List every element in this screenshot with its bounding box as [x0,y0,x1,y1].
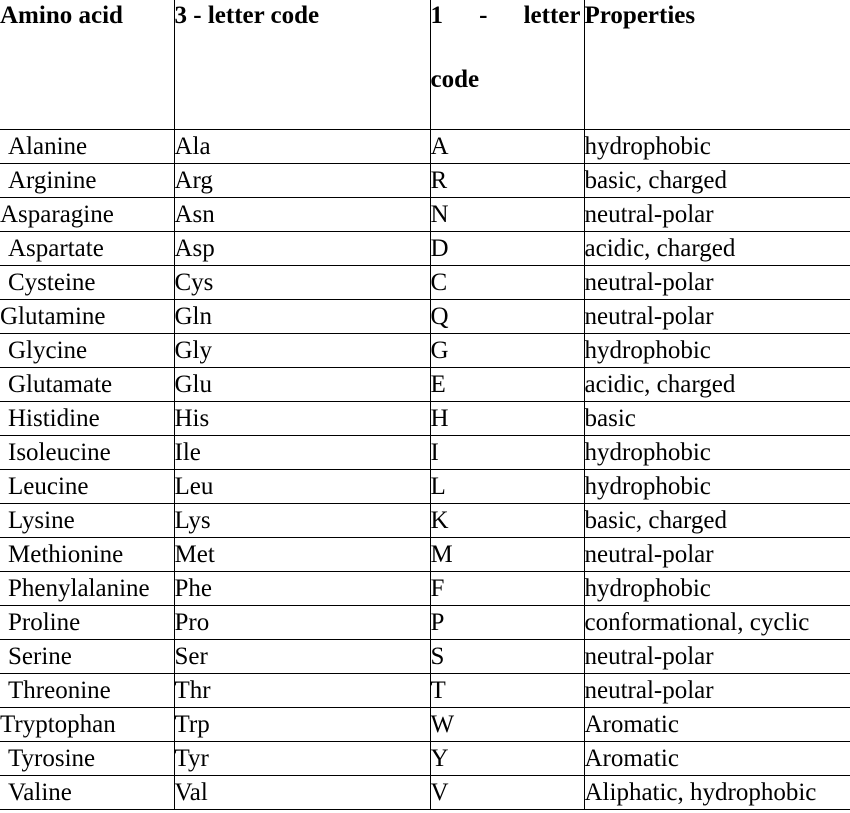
cell-amino-acid: Aspartate [0,232,174,266]
cell-properties: neutral-polar [584,266,850,300]
cell-amino-acid: Glycine [0,334,174,368]
table-body [0,130,850,810]
table-row [0,266,850,300]
table-row [0,402,850,436]
cell-properties: hydrophobic [584,334,850,368]
cell-three-letter-code: Cys [174,266,430,300]
cell-properties: neutral-polar [584,538,850,572]
cell-properties: acidic, charged [584,232,850,266]
cell-one-letter-code: R [430,164,584,198]
cell-three-letter-code: Met [174,538,430,572]
cell-amino-acid: Valine [0,776,174,810]
cell-properties: Aromatic [584,742,850,776]
cell-amino-acid: Phenylalanine [0,572,174,606]
table-row [0,436,850,470]
cell-amino-acid: Isoleucine [0,436,174,470]
cell-three-letter-code: Asp [174,232,430,266]
cell-amino-acid: Glutamate [0,368,174,402]
cell-three-letter-code: His [174,402,430,436]
cell-one-letter-code: Y [430,742,584,776]
cell-three-letter-code: Tyr [174,742,430,776]
cell-one-letter-code: G [430,334,584,368]
cell-properties: hydrophobic [584,436,850,470]
cell-amino-acid: Histidine [0,402,174,436]
table-row [0,232,850,266]
header-properties: Properties [584,0,850,130]
cell-one-letter-code: A [430,130,584,164]
cell-amino-acid: Asparagine [0,198,174,232]
cell-properties: neutral-polar [584,198,850,232]
cell-properties: conformational, cyclic [584,606,850,640]
table-row [0,504,850,538]
table-row [0,538,850,572]
table-row [0,572,850,606]
cell-amino-acid: Tyrosine [0,742,174,776]
cell-properties: hydrophobic [584,572,850,606]
cell-three-letter-code: Lys [174,504,430,538]
cell-three-letter-code: Phe [174,572,430,606]
cell-amino-acid: Serine [0,640,174,674]
cell-properties: basic, charged [584,504,850,538]
cell-amino-acid: Methionine [0,538,174,572]
table-row [0,470,850,504]
cell-amino-acid: Tryptophan [0,708,174,742]
cell-properties: neutral-polar [584,674,850,708]
cell-three-letter-code: Arg [174,164,430,198]
table-row [0,300,850,334]
cell-one-letter-code: T [430,674,584,708]
header-row [0,0,850,130]
cell-one-letter-code: K [430,504,584,538]
cell-properties: neutral-polar [584,300,850,334]
header-three-letter-code: 3 - letter code [174,0,430,130]
cell-one-letter-code: F [430,572,584,606]
cell-one-letter-code: V [430,776,584,810]
cell-properties: acidic, charged [584,368,850,402]
cell-one-letter-code: L [430,470,584,504]
cell-one-letter-code: N [430,198,584,232]
cell-amino-acid: Lysine [0,504,174,538]
cell-amino-acid: Arginine [0,164,174,198]
cell-one-letter-code: I [430,436,584,470]
cell-three-letter-code: Pro [174,606,430,640]
cell-amino-acid: Leucine [0,470,174,504]
cell-properties: neutral-polar [584,640,850,674]
table-row [0,674,850,708]
table-row [0,334,850,368]
cell-properties: hydrophobic [584,470,850,504]
cell-properties: basic, charged [584,164,850,198]
table-row [0,742,850,776]
cell-one-letter-code: P [430,606,584,640]
cell-three-letter-code: Ala [174,130,430,164]
cell-three-letter-code: Thr [174,674,430,708]
table-row [0,130,850,164]
cell-one-letter-code: S [430,640,584,674]
header-amino-acid: Amino acid [0,0,174,130]
cell-three-letter-code: Leu [174,470,430,504]
table-row [0,198,850,232]
header-one-letter-part-2: - [479,2,488,29]
cell-three-letter-code: Gln [174,300,430,334]
header-one-letter-code [430,0,584,130]
cell-one-letter-code: D [430,232,584,266]
cell-three-letter-code: Asn [174,198,430,232]
cell-one-letter-code: M [430,538,584,572]
table-row [0,640,850,674]
cell-one-letter-code: Q [430,300,584,334]
cell-amino-acid: Threonine [0,674,174,708]
header-one-letter-part-1: 1 [430,2,443,29]
cell-amino-acid: Cysteine [0,266,174,300]
header-one-letter-part-3: letter [523,2,581,29]
cell-amino-acid: Glutamine [0,300,174,334]
cell-one-letter-code: C [430,266,584,300]
cell-properties: Aliphatic, hydrophobic [584,776,850,810]
cell-amino-acid: Proline [0,606,174,640]
cell-three-letter-code: Ser [174,640,430,674]
cell-properties: basic [584,402,850,436]
cell-properties: Aromatic [584,708,850,742]
cell-one-letter-code: H [430,402,584,436]
cell-one-letter-code: W [430,708,584,742]
table-row [0,708,850,742]
cell-three-letter-code: Gly [174,334,430,368]
cell-three-letter-code: Glu [174,368,430,402]
cell-three-letter-code: Ile [174,436,430,470]
cell-one-letter-code: E [430,368,584,402]
cell-three-letter-code: Val [174,776,430,810]
table-row [0,776,850,810]
table-row [0,606,850,640]
cell-three-letter-code: Trp [174,708,430,742]
table-row [0,368,850,402]
cell-amino-acid: Alanine [0,130,174,164]
table-row [0,164,850,198]
header-one-letter-part-4: code [430,66,480,93]
cell-properties: hydrophobic [584,130,850,164]
